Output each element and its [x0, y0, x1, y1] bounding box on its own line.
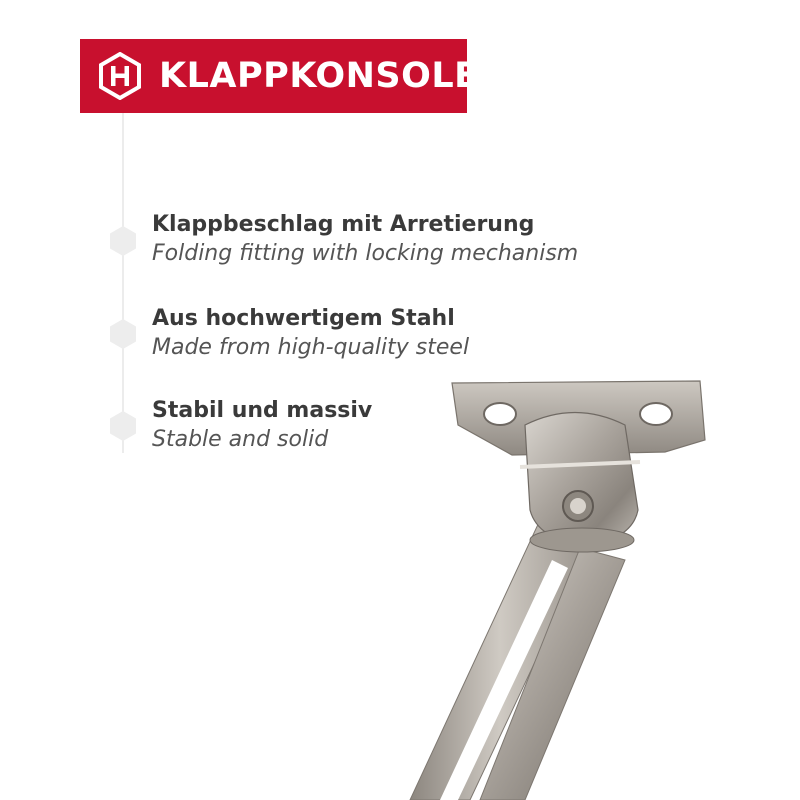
- feature-subtitle: Folding fitting with locking mechanism: [152, 241, 579, 266]
- hexagon-bullet-icon: [108, 410, 138, 442]
- feature-title: Stabil und massiv: [152, 398, 373, 423]
- feature-subtitle: Stable and solid: [152, 427, 329, 452]
- feature-title: Aus hochwertigem Stahl: [152, 306, 455, 331]
- hexagon-bullet-icon: [108, 225, 138, 257]
- feature-subtitle: Made from high-quality steel: [152, 335, 470, 360]
- feature-item: [152, 211, 578, 269]
- timeline-line: [122, 113, 124, 453]
- feature-item: [152, 397, 372, 455]
- feature-item: [152, 305, 469, 363]
- banner-title: KLAPPKONSOLE: [159, 56, 479, 96]
- hex-bracket-logo-icon: [96, 52, 144, 100]
- product-banner: [80, 39, 479, 113]
- hexagon-bullet-icon: [108, 318, 138, 350]
- feature-title: Klappbeschlag mit Arretierung: [152, 212, 535, 237]
